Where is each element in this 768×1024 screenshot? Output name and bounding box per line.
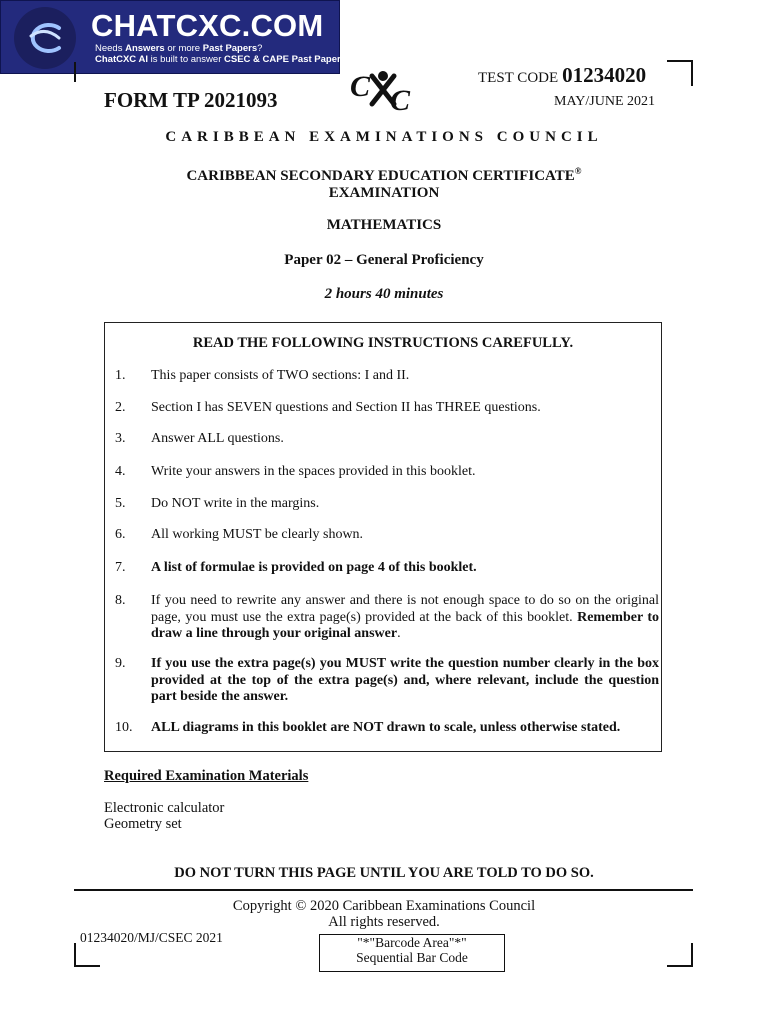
footer-divider <box>74 889 693 891</box>
instructions-box: READ THE FOLLOWING INSTRUCTIONS CAREFULLY. 1. This paper consists of TWO sections: I and II. 2. Section I has SEVEN questions and Section II has THREE questions. 3. Answer ALL questions. 4. Write your answers in the spaces provided in this booklet. 5. Do NOT write in the margins. 6. All working MUST be clearly shown. 7. A list of formulae is provided on page 4 of this booklet. 8. If you need to rewrite any answer and there is not enough space to do so on the original page, you must use the extra page(s) provided at the back of this booklet. Remember to draw a line through your original answer. 9. If you use the extra page(s) you MUST write the question number clearly in the box provided at the top of the extra page(s) and, where relevant, include the question part beside the answer. 10. ALL diagrams in this booklet are NOT drawn to scale, unless otherwise stated. <box>104 322 662 752</box>
subject-title: MATHEMATICS <box>326 217 442 233</box>
svg-text:C: C <box>350 70 371 103</box>
banner-tagline-1: Needs Answers or more Past Papers? <box>95 43 263 54</box>
chatcxc-banner[interactable] <box>0 0 349 74</box>
instructions-heading: READ THE FOLLOWING INSTRUCTIONS CAREFULLY. <box>192 335 574 351</box>
crop-mark-top-left <box>74 62 84 82</box>
crop-mark-bottom-left <box>74 943 100 967</box>
form-code: FORM TP 2021093 <box>104 88 278 112</box>
exam-duration: 2 hours 40 minutes <box>324 286 444 302</box>
council-name: CARIBBEAN EXAMINATIONS COUNCIL <box>165 129 603 145</box>
paper-code: 01234020/MJ/CSEC 2021 <box>80 930 223 945</box>
exam-session: MAY/JUNE 2021 <box>554 94 655 109</box>
cxc-logo-icon <box>350 66 416 112</box>
copyright-notice: Copyright © 2020 Caribbean Examinations Council All rights reserved. <box>232 898 536 930</box>
material-item: Geometry set <box>104 816 182 832</box>
crop-mark-top-right <box>667 60 693 86</box>
test-code: TEST CODE 01234020 <box>478 63 647 87</box>
banner-tagline-2: ChatCXC AI is built to answer CSEC & CAPE Past Papers. <box>95 54 349 65</box>
barcode-area: "*"Barcode Area"*" Sequential Bar Code <box>319 934 505 972</box>
do-not-turn-warning: DO NOT TURN THIS PAGE UNTIL YOU ARE TOLD TO DO SO. <box>174 865 594 881</box>
materials-heading: Required Examination Materials <box>104 768 309 784</box>
banner-brand: CHATCXC.COM <box>91 8 324 43</box>
chatcxc-logo-icon <box>7 6 83 70</box>
svg-text:C: C <box>390 84 411 112</box>
paper-title: Paper 02 – General Proficiency <box>284 252 484 268</box>
crop-mark-bottom-right <box>667 943 693 967</box>
certificate-title: CARIBBEAN SECONDARY EDUCATION CERTIFICATE® EXAMINATION <box>186 166 582 201</box>
material-item: Electronic calculator <box>104 800 225 816</box>
